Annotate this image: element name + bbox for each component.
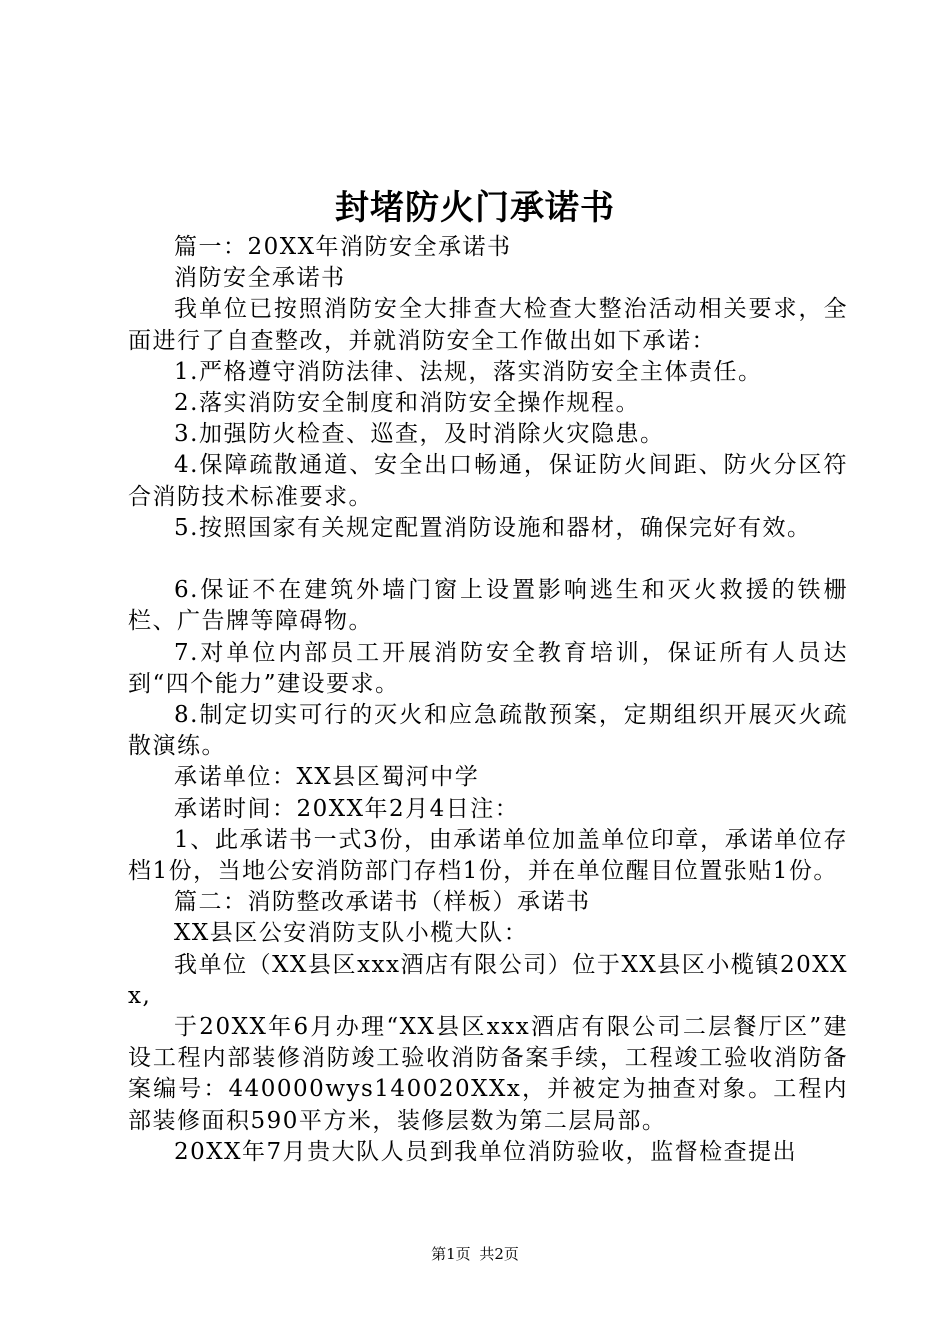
intro-paragraph: 我单位已按照消防安全大排查大检查大整治活动相关要求，全面进行了自查整改，并就消防安全工作做出如下承诺： — [128, 296, 848, 354]
pledge-date: 承诺时间：20XX年2月4日注： — [174, 795, 520, 822]
addressee: XX县区公安消防支队小榄大队： — [174, 920, 529, 947]
document-title: 封堵防火门承诺书 — [335, 188, 615, 228]
pledging-unit: 承诺单位：XX县区蜀河中学 — [174, 764, 480, 791]
body-paragraph-filing: 于20XX年6月办理“XX县区xxx酒店有限公司二层餐厅区”建设工程内部装修消防竣工验收消防备案手续，工程竣工验收消防备案编号：440000wys140020XXx，并被定为抽查对象。工程内部装修面积590平方米，装修层数为第二层局部。 — [128, 1014, 848, 1134]
pledge-item-2: 2.落实消防安全制度和消防安全操作规程。 — [174, 390, 640, 417]
section-heading-2: 篇二：消防整改承诺书（样板）承诺书 — [174, 889, 591, 916]
pledge-item-1: 1.严格遵守消防法律、法规，落实消防安全主体责任。 — [174, 358, 763, 385]
blank-line — [128, 544, 848, 575]
pledge-item-4: 4.保障疏散通道、安全出口畅通，保证防火间距、防火分区符合消防技术标准要求。 — [128, 452, 848, 510]
page-total: 共2页 — [479, 1245, 519, 1263]
body-paragraph-location: 我单位（XX县区xxx酒店有限公司）位于XX县区小榄镇20XXx, — [128, 951, 848, 1009]
pledge-item-5: 5.按照国家有关规定配置消防设施和器材，确保完好有效。 — [174, 514, 812, 541]
pledge-item-3: 3.加强防火检查、巡查，及时消除火灾隐患。 — [174, 421, 665, 448]
pledge-item-6: 6.保证不在建筑外墙门窗上设置影响逃生和灭火救援的铁栅栏、广告牌等障碍物。 — [128, 577, 848, 635]
note-paragraph: 1、此承诺书一式3份，由承诺单位加盖单位印章，承诺单位存档1份，当地公安消防部门存档1份，并在单位醒目位置张贴1份。 — [128, 826, 848, 885]
body-paragraph-inspection: 20XX年7月贵大队人员到我单位消防验收，监督检查提出 — [174, 1138, 798, 1165]
section-heading-1: 篇一：20XX年消防安全承诺书 — [174, 234, 512, 260]
page-number: 第1页 — [431, 1245, 471, 1263]
subheading: 消防安全承诺书 — [174, 265, 346, 292]
pledge-item-7: 7.对单位内部员工开展消防安全教育培训，保证所有人员达到“四个能力”建设要求。 — [128, 639, 848, 697]
pledge-item-8: 8.制定切实可行的灭火和应急疏散预案，定期组织开展灭火疏散演练。 — [128, 702, 848, 760]
document-body — [128, 232, 848, 1168]
page-footer — [0, 1243, 950, 1265]
